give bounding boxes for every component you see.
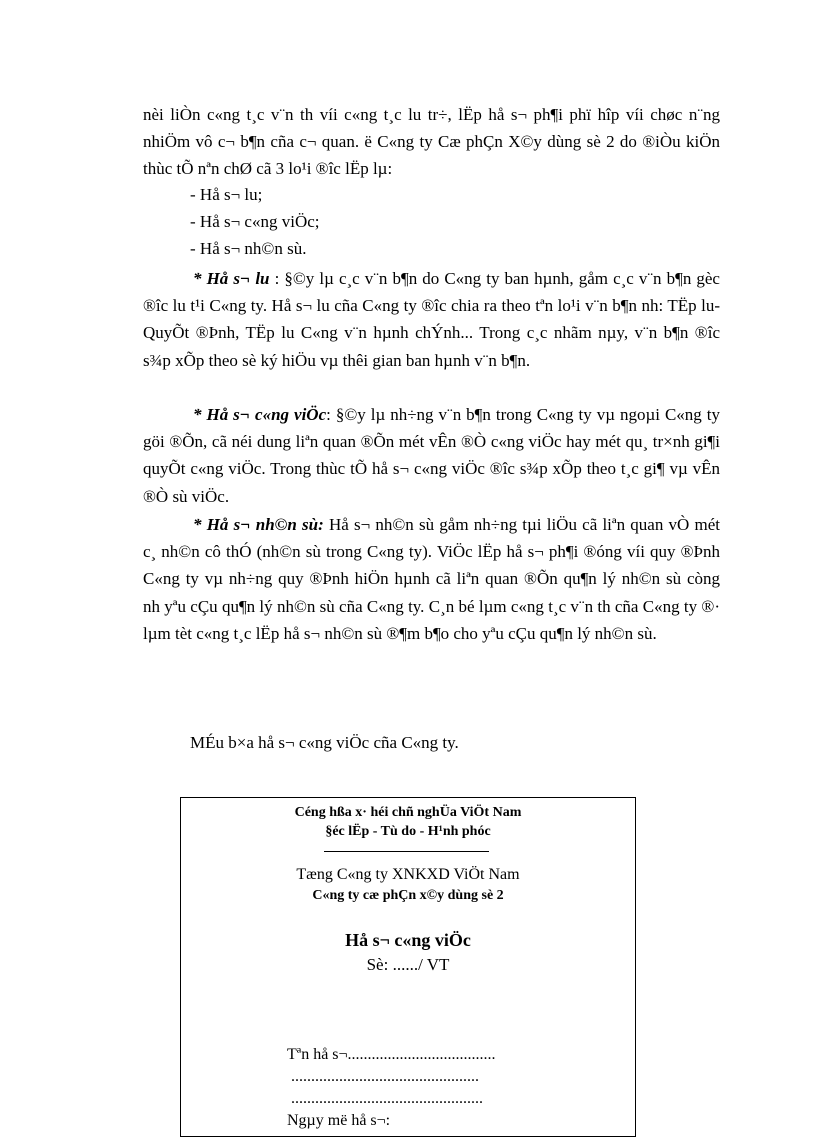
- section-title-luu: * Hå s¬ lu: [193, 269, 270, 288]
- name-label: Tªn hå s¬: [287, 1046, 348, 1063]
- section-ho-so-luu: [143, 265, 720, 374]
- section-sep-luu: :: [269, 269, 285, 288]
- section-ho-so-nhan-su: [143, 511, 720, 647]
- org-line-2: C«ng ty cæ phÇn x©y dùng sè 2: [312, 888, 504, 903]
- section-text-cong-viec: §©y lµ nh÷ng v¨n b¶n trong C«ng ty vµ ngoµi C«ng ty göi ®Õn, cã néi dung liªn quan ®Õn mét vÊn ®Ò c«ng viÖc hay mét qu¸ tr×nh gi¶i quyÕt c«ng viÖc. Trong thùc tÕ hå s¬ c«ng viÖc ®îc s¾p xÕp theo t¸c gi¶ vµ vÊn ®Ò sù viÖc.: [143, 405, 721, 506]
- org-line-1: Tæng C«ng ty XNKXD ViÖt Nam: [296, 866, 520, 883]
- header-divider: [324, 851, 489, 852]
- country-line-1: Céng hßa x· héi chñ nghÜa ViÖt Nam: [294, 805, 522, 820]
- open-date-line: Ngµy më hå s¬:: [287, 1112, 391, 1129]
- form-title: Hå s¬ c«ng viÖc: [345, 930, 471, 950]
- section-title-nhan-su: * Hå s¬ nh©n sù:: [193, 515, 324, 534]
- dots-line-3: ................................................: [291, 1090, 483, 1107]
- list-item-nhan-su: - Hå s¬ nh©n sù.: [190, 239, 307, 258]
- section-ho-so-cong-viec: [143, 401, 720, 510]
- section-text-nhan-su: Hå s¬ nh©n sù gåm nh÷ng tµi liÖu cã liªn quan vÒ mét c¸ nh©n cô thÓ (nh©n sù trong C«ng ty). ViÖc lËp hå s¬ ph¶i ®óng víi quy ®Þnh C«ng ty vµ nh÷ng quy ®Þnh hiÖn hµnh cã liªn quan ®Õn qu¶n lý nh©n sù còng nh yªu cÇu qu¶n lý nh©n sù cña C«ng ty. C¸n bé lµm c«ng t¸c v¨n th cña C«ng ty ®· lµm tèt c«ng t¸c lËp hå s¬ nh©n sù ®¶m b¶o cho yªu cÇu qu¶n lý nh©n sù.: [143, 515, 720, 643]
- country-line-2: §éc lËp - Tù do - H¹nh phóc: [325, 824, 491, 839]
- ho-so-cover-form: [180, 797, 636, 1137]
- list-item-cong-viec: - Hå s¬ c«ng viÖc;: [190, 212, 320, 231]
- list-item-luu: - Hå s¬ lu;: [190, 185, 263, 204]
- name-dots: .....................................: [347, 1046, 496, 1063]
- section-text-luu: §©y lµ c¸c v¨n b¶n do C«ng ty ban hµnh, gåm c¸c v¨n b¶n gèc ®îc lu t¹i C«ng ty. Hå s¬ lu cña C«ng ty ®îc chia ra theo tªn lo¹i v¨n b¶n nh: TËp lu QuyÕt ®Þnh, TËp lu C«ng v¨n hµnh chÝnh... Trong c¸c nhãm nµy, v¨n b¶n ®îc s¾p xÕp theo sè ký hiÖu vµ thêi gian ban hµnh v¨n b¶n.: [143, 269, 720, 370]
- ho-so-name-line: [287, 1046, 496, 1064]
- section-title-cong-viec: * Hå s¬ c«ng viÖc: [193, 405, 327, 424]
- form-caption: MÉu b×a hå s¬ c«ng viÖc cña C«ng ty.: [190, 733, 459, 752]
- section-sep-cong-viec: :: [326, 405, 336, 424]
- intro-paragraph: nèi liÒn c«ng t¸c v¨n th víi c«ng t¸c lu tr÷, lËp hå s¬ ph¶i phï hîp víi chøc n¨ng nhiÖm vô c¬ b¶n cña c¬ quan. ë C«ng ty Cæ phÇn X©y dùng sè 2 do ®iÒu kiÖn thùc tÕ nªn chØ cã 3 lo¹i ®îc lËp lµ:: [143, 105, 720, 179]
- dots-line-2: ...............................................: [291, 1068, 479, 1085]
- form-number: Sè: ....../ VT: [366, 955, 450, 974]
